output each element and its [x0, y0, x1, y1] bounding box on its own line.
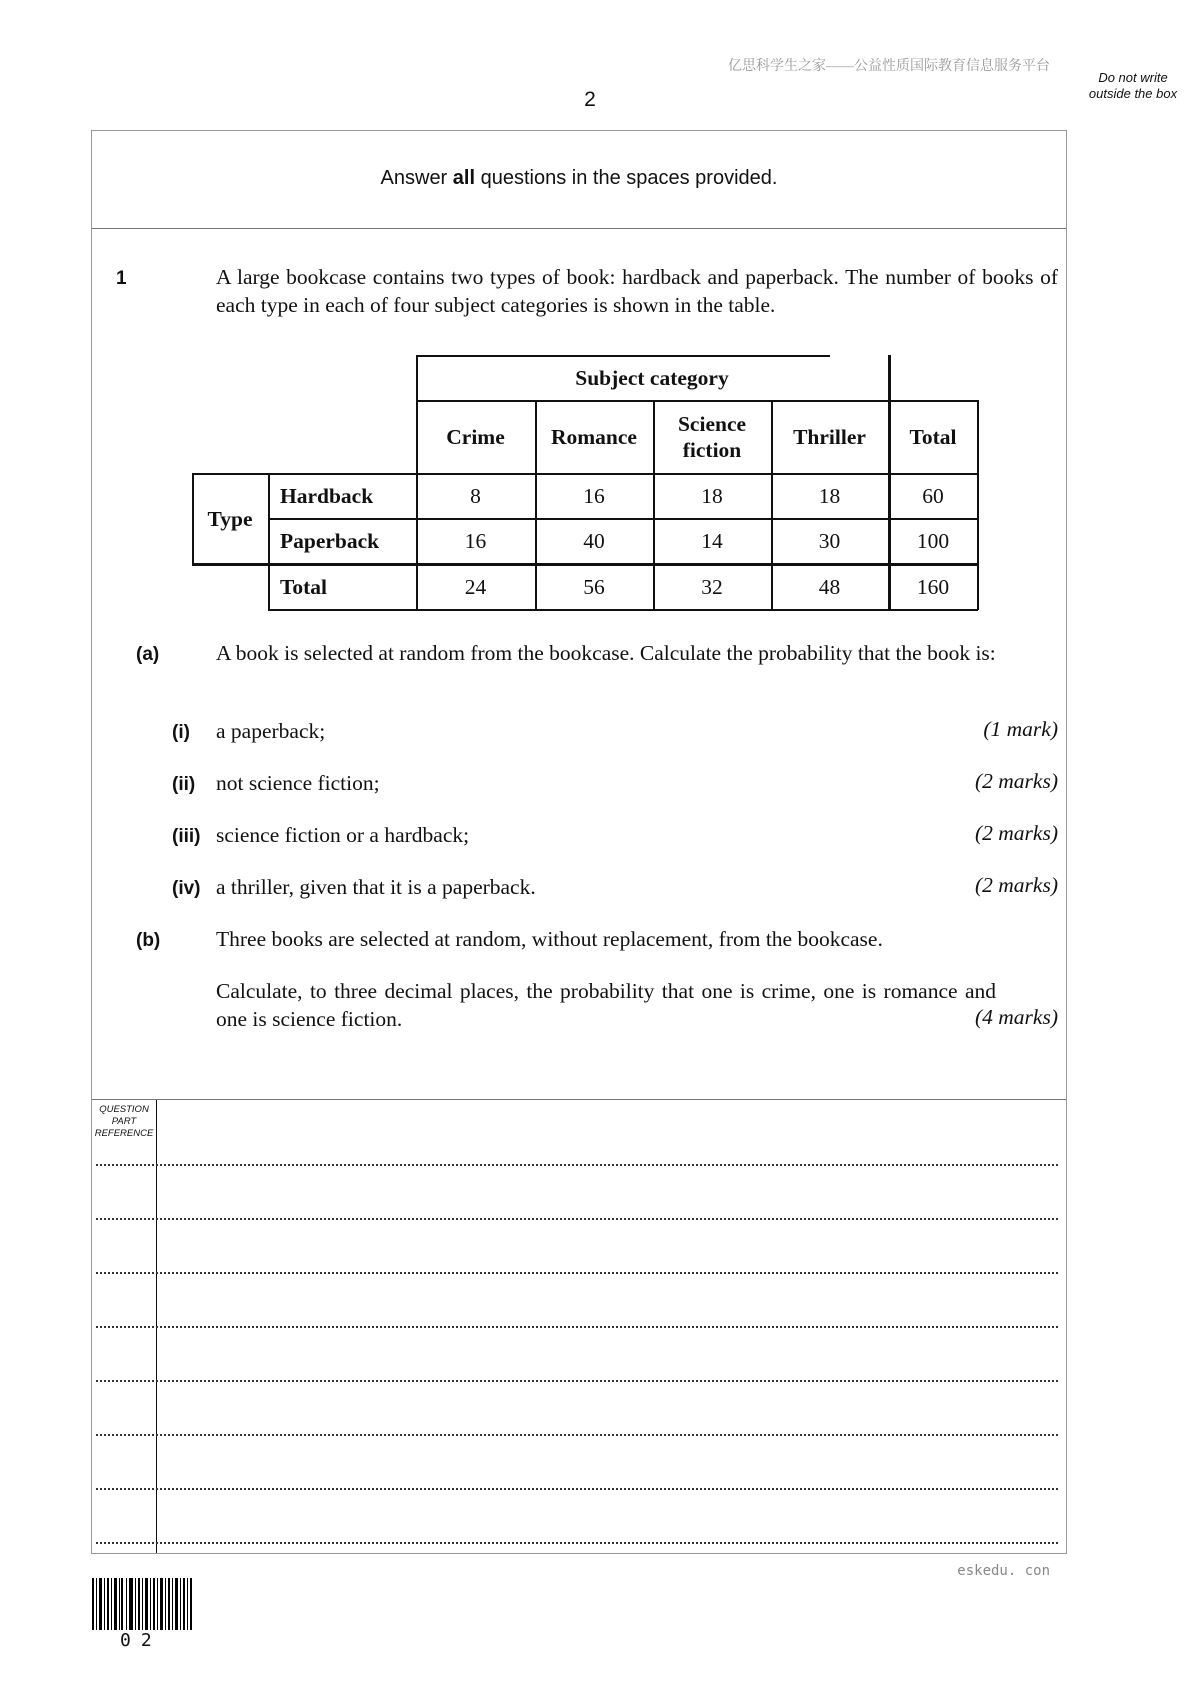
answer-frame — [91, 130, 1067, 1554]
part-a-text: A book is selected at random from the bookcase. Calculate the probability that the book is: — [216, 641, 996, 665]
instruction-band — [92, 131, 1066, 229]
column-header-thriller: Thriller — [793, 424, 866, 449]
subpart-label: (iv) — [172, 878, 201, 899]
answer-line[interactable] — [96, 1272, 1058, 1274]
instruction-text: Answer all questions in the spaces provided. — [380, 167, 778, 189]
row-label-total: Total — [280, 575, 327, 599]
column-header-total: Total — [909, 424, 957, 449]
table-cell: 18 — [701, 483, 723, 508]
marks-allocation: (1 mark) — [983, 717, 1058, 741]
answer-line[interactable] — [96, 1488, 1058, 1490]
question-stem: A large bookcase contains two types of book: hardback and paperback. The number of books of each type in each of four subject categories is shown in the table. — [216, 265, 1058, 317]
column-header-science-fiction: Science fiction — [677, 411, 747, 462]
table-cell: 40 — [583, 528, 605, 553]
subpart-label: (ii) — [172, 774, 196, 795]
part-b-text: Three books are selected at random, without replacement, from the bookcase. — [216, 927, 883, 951]
answer-line[interactable] — [96, 1434, 1058, 1436]
table-cell: 100 — [916, 528, 950, 553]
marks-allocation: (2 marks) — [975, 873, 1058, 897]
subpart-label: (i) — [172, 722, 190, 743]
table-cell: 32 — [701, 575, 723, 599]
answer-line[interactable] — [96, 1542, 1058, 1544]
table-cell: 16 — [583, 483, 605, 508]
column-header-romance: Romance — [551, 424, 637, 449]
marks-allocation: (2 marks) — [975, 821, 1058, 845]
margin-note: Do not write outside the box — [1088, 70, 1178, 101]
table-cell: 16 — [464, 528, 487, 553]
answer-line[interactable] — [96, 1164, 1058, 1166]
answer-line[interactable] — [96, 1380, 1058, 1382]
answer-line[interactable] — [96, 1218, 1058, 1220]
answer-line[interactable] — [96, 1326, 1058, 1328]
part-a-label: (a) — [136, 644, 160, 665]
part-b-instruction: Calculate, to three decimal places, the probability that one is crime, one is romance and one is science fiction. — [216, 979, 996, 1031]
table-cell: 8 — [470, 483, 481, 508]
watermark-footer: eskedu. con — [957, 1563, 1050, 1579]
watermark-header: 亿思科学生之家——公益性质国际教育信息服务平台 — [728, 59, 1050, 74]
marks-allocation: (2 marks) — [975, 769, 1058, 793]
table-cell: 160 — [916, 575, 950, 599]
table-cell: 56 — [583, 575, 605, 599]
table-cell: 18 — [818, 483, 841, 508]
question-part-reference-label: QUESTION PART REFERENCE — [94, 1104, 154, 1139]
barcode-icon — [92, 1578, 192, 1630]
question-number: 1 — [116, 268, 127, 289]
column-header-crime: Crime — [446, 424, 505, 449]
row-label-hardback: Hardback — [280, 483, 374, 508]
page-number: 2 — [584, 88, 596, 111]
table-cell: 30 — [818, 528, 841, 553]
row-label-paperback: Paperback — [280, 528, 380, 553]
table-cell: 48 — [818, 575, 841, 599]
subpart-label: (iii) — [172, 826, 201, 847]
subpart-text: not science fiction; — [216, 771, 380, 795]
subpart-text: a paperback; — [216, 719, 326, 743]
header-subject-category: Subject category — [575, 365, 729, 390]
subpart-text: science fiction or a hardback; — [216, 823, 470, 847]
table-cell: 14 — [701, 528, 723, 553]
part-b-label: (b) — [136, 930, 161, 951]
table-cell: 60 — [922, 483, 944, 508]
barcode-digits: 02 — [120, 1630, 162, 1651]
marks-allocation: (4 marks) — [975, 1005, 1058, 1029]
instruction-emphasis: all — [452, 167, 476, 189]
answer-area[interactable] — [92, 1099, 1066, 1553]
subpart-text: a thriller, given that it is a paperback. — [216, 875, 536, 899]
row-group-type: Type — [207, 506, 253, 531]
table-cell: 24 — [464, 575, 487, 599]
